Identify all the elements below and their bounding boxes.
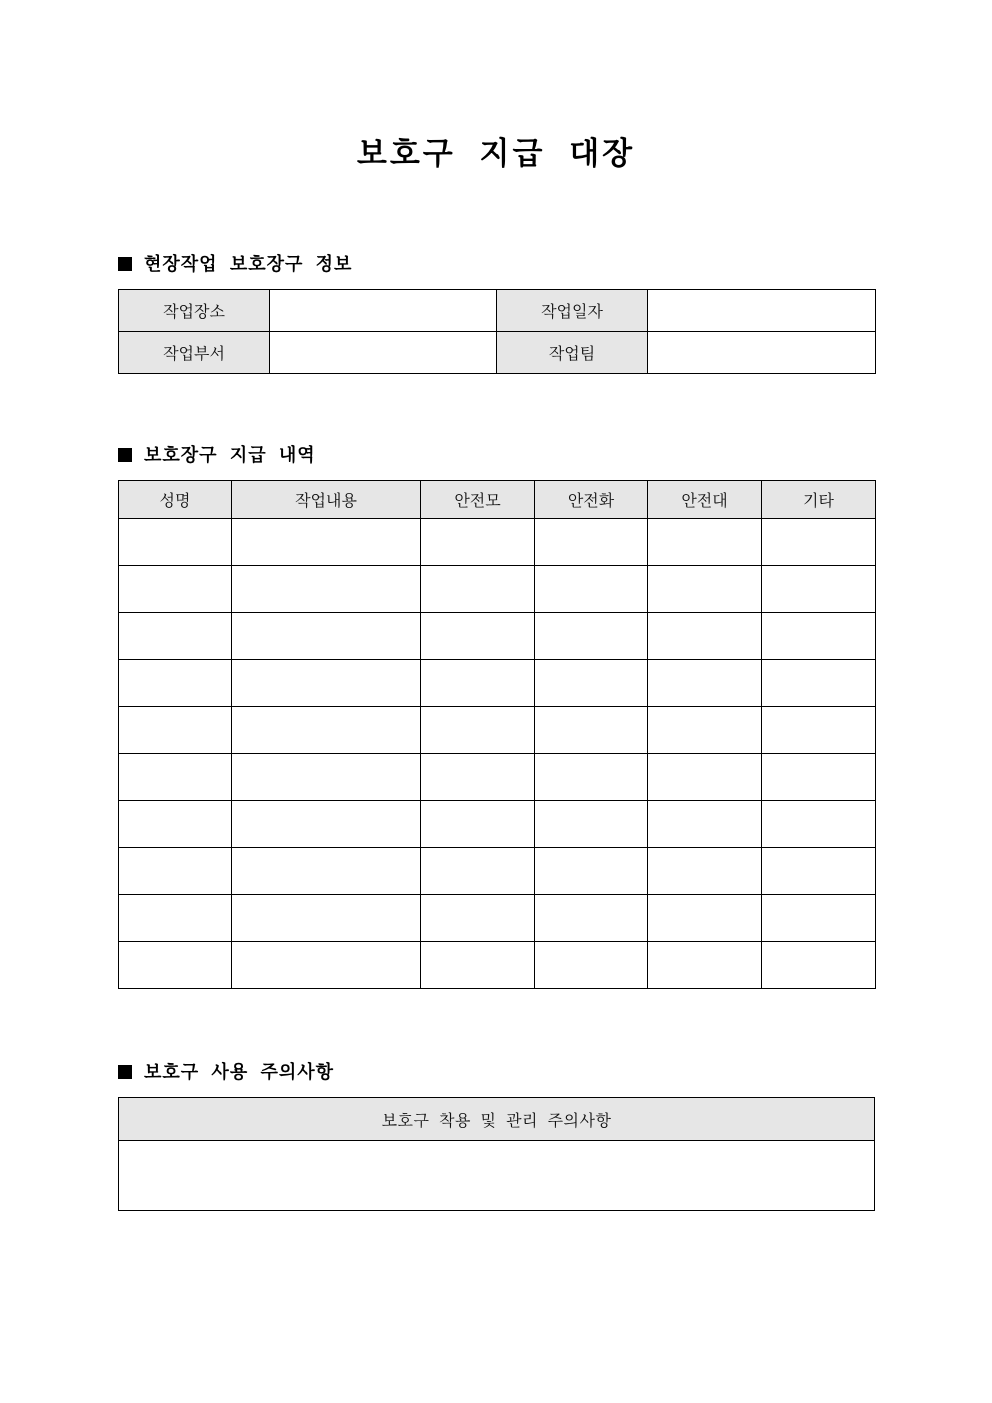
section-heading-site-info bbox=[118, 252, 352, 278]
section-heading-text: 보호구 사용 주의사항 bbox=[144, 1062, 335, 1083]
table-header-row bbox=[119, 481, 876, 519]
cell-name[interactable] bbox=[119, 707, 232, 754]
cell-other[interactable] bbox=[762, 519, 876, 566]
cell-other[interactable] bbox=[762, 895, 876, 942]
column-header-other: 기타 bbox=[762, 481, 876, 519]
issue-history-table bbox=[118, 480, 876, 989]
field-work-location[interactable] bbox=[270, 290, 497, 332]
cell-safety-belt[interactable] bbox=[648, 566, 762, 613]
cell-name[interactable] bbox=[119, 754, 232, 801]
cell-safety-helmet[interactable] bbox=[421, 660, 535, 707]
cell-work-content[interactable] bbox=[232, 801, 421, 848]
field-work-date[interactable] bbox=[648, 290, 876, 332]
table-row bbox=[119, 801, 876, 848]
cell-work-content[interactable] bbox=[232, 895, 421, 942]
cell-safety-shoes[interactable] bbox=[535, 848, 648, 895]
cell-name[interactable] bbox=[119, 848, 232, 895]
cell-work-content[interactable] bbox=[232, 848, 421, 895]
table-row bbox=[119, 1141, 875, 1211]
site-info-table bbox=[118, 289, 876, 374]
table-row bbox=[119, 290, 876, 332]
table-row bbox=[119, 613, 876, 660]
cell-safety-belt[interactable] bbox=[648, 895, 762, 942]
document-title: 보호구 지급 대장 bbox=[356, 136, 636, 172]
cell-work-content[interactable] bbox=[232, 707, 421, 754]
label-work-date: 작업일자 bbox=[497, 290, 648, 332]
table-header-row bbox=[119, 1098, 875, 1141]
cell-other[interactable] bbox=[762, 754, 876, 801]
field-work-department[interactable] bbox=[270, 332, 497, 374]
cell-name[interactable] bbox=[119, 801, 232, 848]
section-heading-precautions bbox=[118, 1060, 334, 1086]
column-header-safety-belt: 안전대 bbox=[648, 481, 762, 519]
cell-other[interactable] bbox=[762, 801, 876, 848]
cell-safety-shoes[interactable] bbox=[535, 707, 648, 754]
section-heading-issue-list bbox=[118, 443, 316, 469]
cell-safety-shoes[interactable] bbox=[535, 566, 648, 613]
square-bullet-icon bbox=[118, 448, 132, 462]
cell-safety-belt[interactable] bbox=[648, 707, 762, 754]
square-bullet-icon bbox=[118, 257, 132, 271]
table-row bbox=[119, 895, 876, 942]
cell-other[interactable] bbox=[762, 660, 876, 707]
cell-other[interactable] bbox=[762, 707, 876, 754]
cell-safety-shoes[interactable] bbox=[535, 660, 648, 707]
label-work-department: 작업부서 bbox=[119, 332, 270, 374]
section-heading-text: 현장작업 보호장구 정보 bbox=[144, 254, 353, 275]
cell-safety-helmet[interactable] bbox=[421, 754, 535, 801]
section-heading-text: 보호장구 지급 내역 bbox=[144, 445, 316, 466]
cell-name[interactable] bbox=[119, 942, 232, 989]
cell-other[interactable] bbox=[762, 566, 876, 613]
cell-name[interactable] bbox=[119, 566, 232, 613]
cell-work-content[interactable] bbox=[232, 613, 421, 660]
cell-safety-belt[interactable] bbox=[648, 942, 762, 989]
field-work-team[interactable] bbox=[648, 332, 876, 374]
cell-safety-belt[interactable] bbox=[648, 519, 762, 566]
table-row bbox=[119, 519, 876, 566]
cell-safety-helmet[interactable] bbox=[421, 707, 535, 754]
issue-table-body bbox=[119, 519, 876, 989]
cell-safety-belt[interactable] bbox=[648, 660, 762, 707]
cell-safety-belt[interactable] bbox=[648, 801, 762, 848]
cell-other[interactable] bbox=[762, 942, 876, 989]
cell-other[interactable] bbox=[762, 848, 876, 895]
cell-safety-belt[interactable] bbox=[648, 754, 762, 801]
cell-work-content[interactable] bbox=[232, 566, 421, 613]
table-row bbox=[119, 707, 876, 754]
cell-safety-shoes[interactable] bbox=[535, 754, 648, 801]
cell-safety-helmet[interactable] bbox=[421, 566, 535, 613]
cell-work-content[interactable] bbox=[232, 660, 421, 707]
precautions-table bbox=[118, 1097, 875, 1211]
cell-name[interactable] bbox=[119, 519, 232, 566]
column-header-name: 성명 bbox=[119, 481, 232, 519]
label-work-location: 작업장소 bbox=[119, 290, 270, 332]
table-row bbox=[119, 660, 876, 707]
cell-safety-helmet[interactable] bbox=[421, 801, 535, 848]
cell-safety-helmet[interactable] bbox=[421, 613, 535, 660]
cell-safety-shoes[interactable] bbox=[535, 519, 648, 566]
cell-name[interactable] bbox=[119, 660, 232, 707]
precautions-content-field[interactable] bbox=[119, 1141, 875, 1211]
column-header-safety-shoes: 안전화 bbox=[535, 481, 648, 519]
cell-safety-helmet[interactable] bbox=[421, 942, 535, 989]
cell-name[interactable] bbox=[119, 613, 232, 660]
cell-work-content[interactable] bbox=[232, 519, 421, 566]
square-bullet-icon bbox=[118, 1065, 132, 1079]
cell-safety-shoes[interactable] bbox=[535, 895, 648, 942]
cell-other[interactable] bbox=[762, 613, 876, 660]
precautions-box-header: 보호구 착용 및 관리 주의사항 bbox=[119, 1098, 875, 1141]
table-row bbox=[119, 566, 876, 613]
label-work-team: 작업팀 bbox=[497, 332, 648, 374]
cell-safety-shoes[interactable] bbox=[535, 942, 648, 989]
cell-work-content[interactable] bbox=[232, 754, 421, 801]
cell-safety-shoes[interactable] bbox=[535, 613, 648, 660]
cell-safety-shoes[interactable] bbox=[535, 801, 648, 848]
cell-safety-belt[interactable] bbox=[648, 848, 762, 895]
cell-name[interactable] bbox=[119, 895, 232, 942]
cell-safety-helmet[interactable] bbox=[421, 848, 535, 895]
table-row bbox=[119, 942, 876, 989]
column-header-safety-helmet: 안전모 bbox=[421, 481, 535, 519]
cell-safety-helmet[interactable] bbox=[421, 895, 535, 942]
table-row bbox=[119, 848, 876, 895]
cell-work-content[interactable] bbox=[232, 942, 421, 989]
cell-safety-helmet[interactable] bbox=[421, 519, 535, 566]
table-row bbox=[119, 754, 876, 801]
table-row bbox=[119, 332, 876, 374]
column-header-work-content: 작업내용 bbox=[232, 481, 421, 519]
cell-safety-belt[interactable] bbox=[648, 613, 762, 660]
